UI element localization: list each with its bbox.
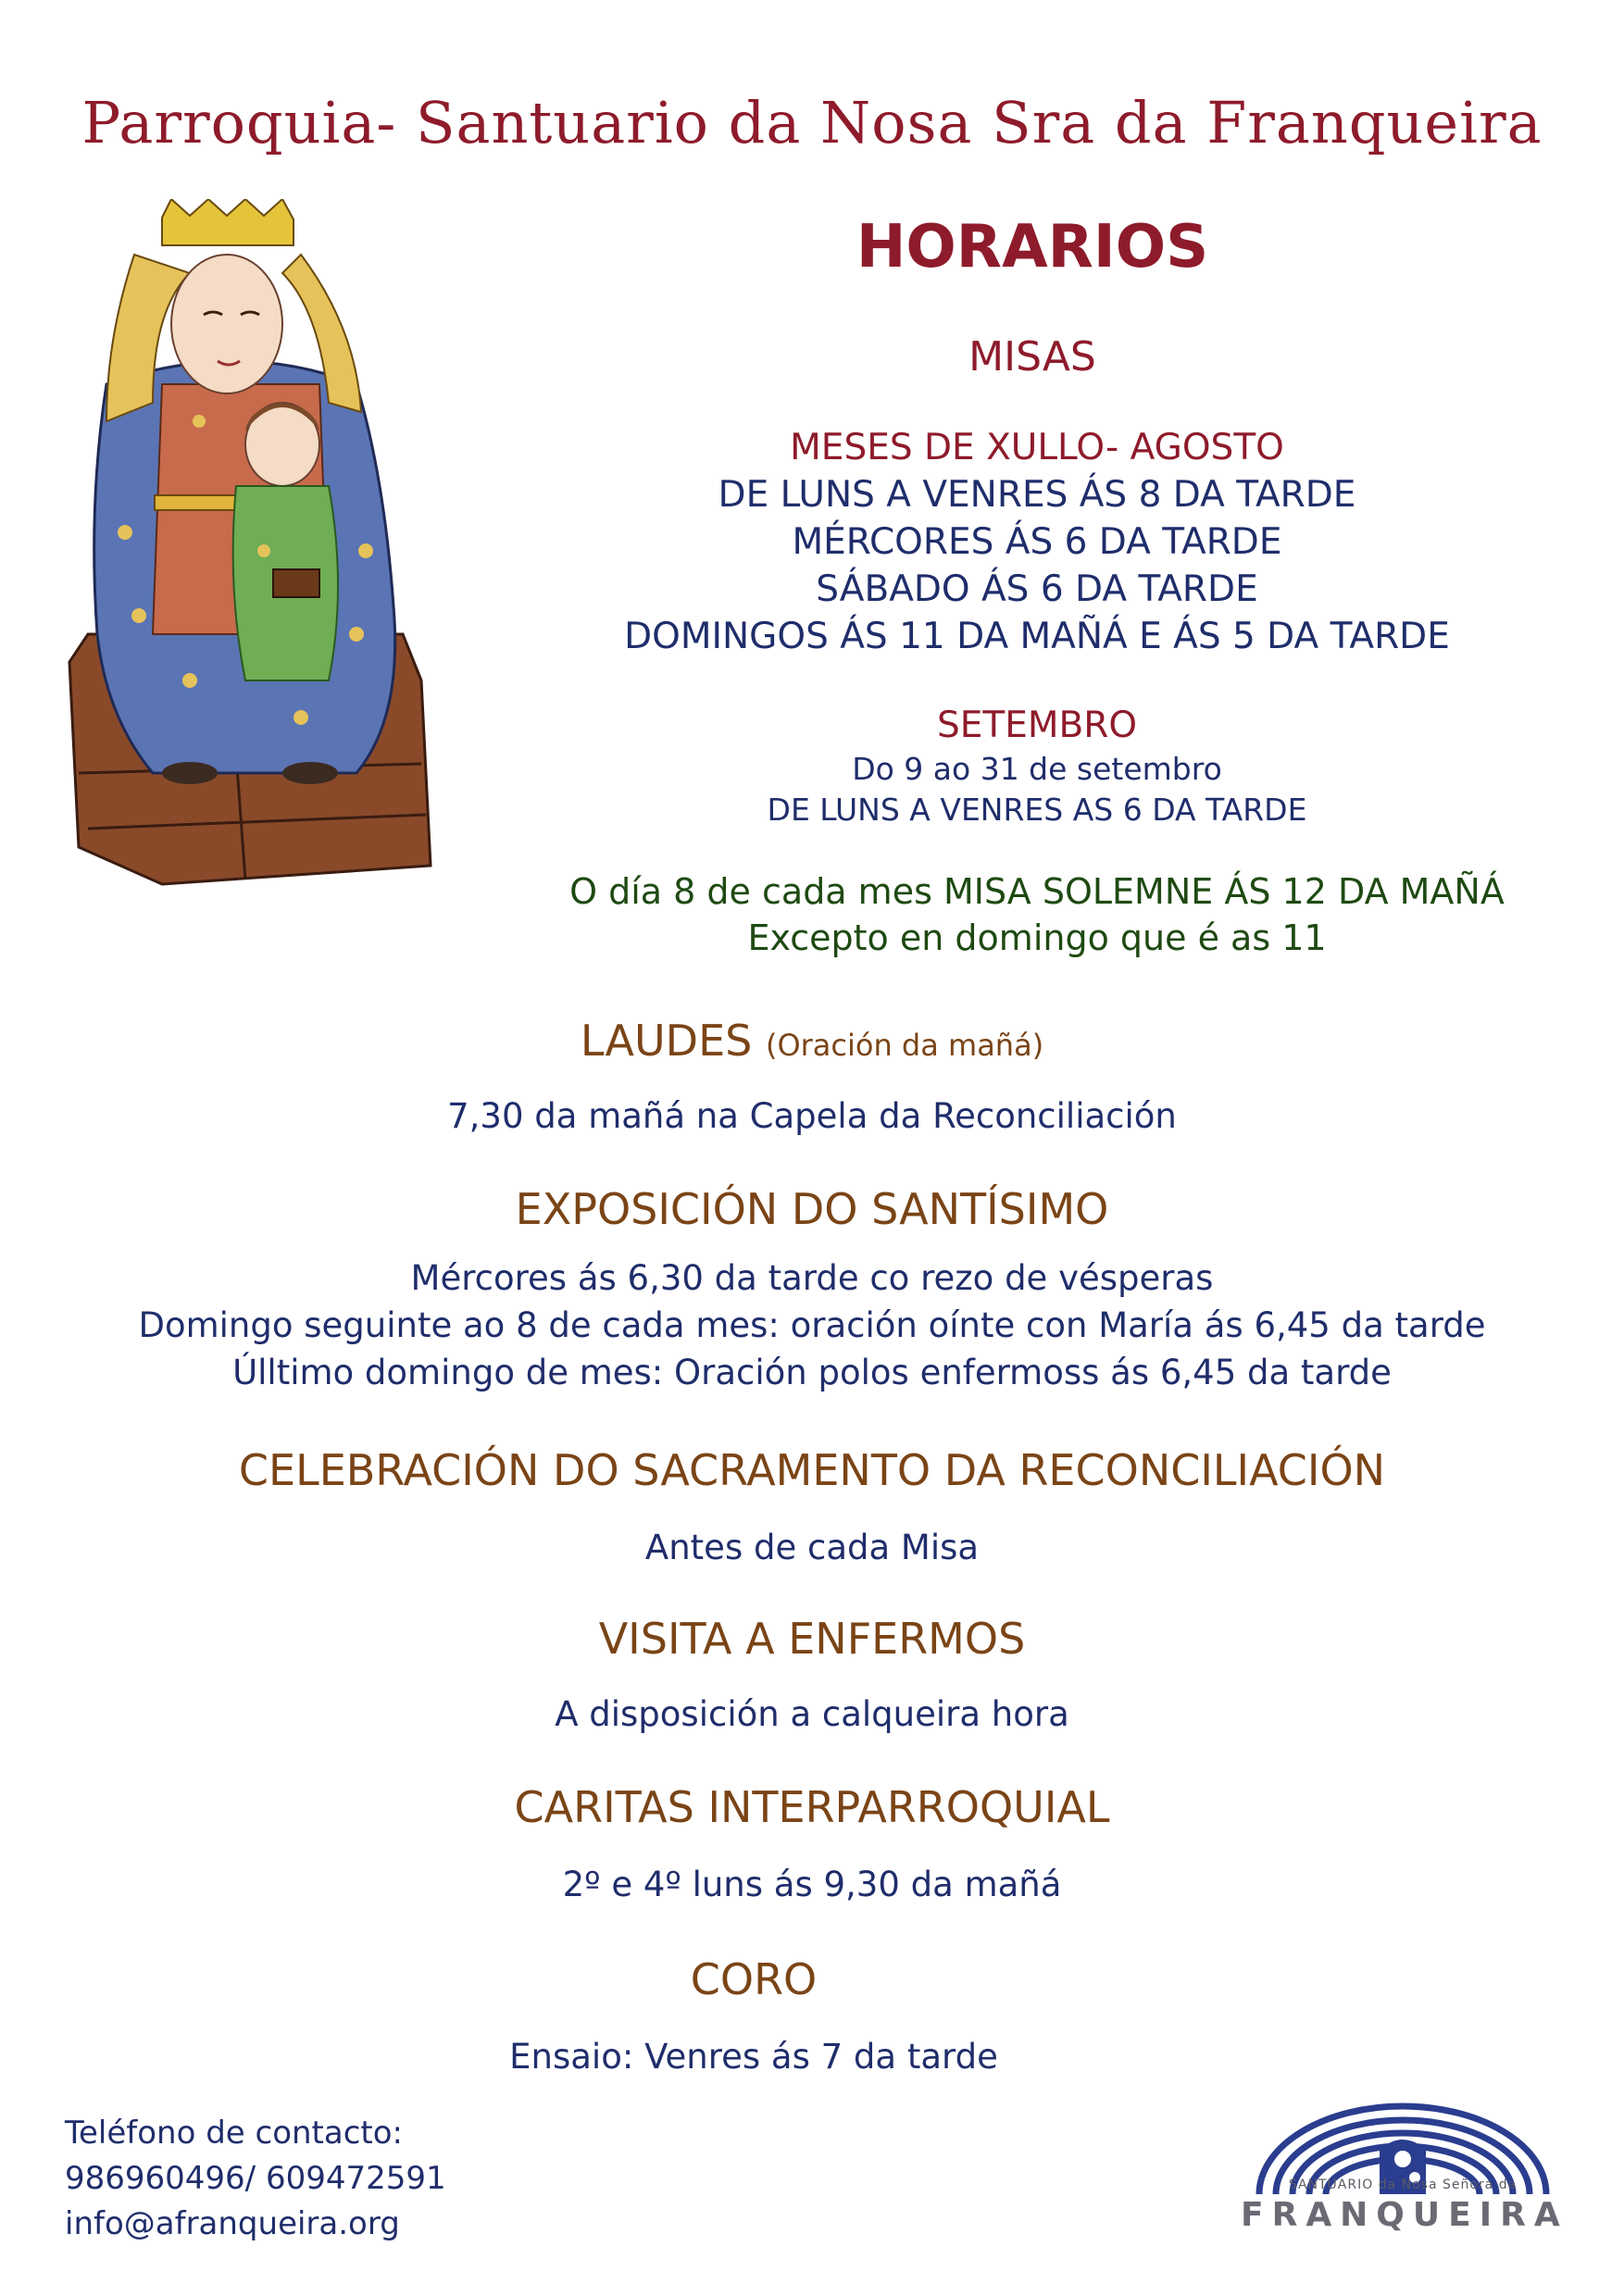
- exposicion-line: Domingo seguinte ao 8 de cada mes: oración oínte con María ás 6,45 da tarde: [138, 1305, 1486, 1345]
- september-schedule: [518, 702, 1555, 830]
- caritas-heading: CARITAS INTERPARROQUIAL: [514, 1782, 1110, 1832]
- logo-caption: SANTUARIO da Nosa Señora da: [1288, 2177, 1518, 2192]
- exposicion-heading: EXPOSICIÓN DO SANTÍSIMO: [515, 1184, 1109, 1234]
- contact-phones[interactable]: 986960496/ 609472591: [65, 2160, 446, 2197]
- monthly-line-1: O día 8 de cada mes MISA SOLEMNE ÁS 12 DA MAÑÁ: [569, 871, 1505, 912]
- contact-email[interactable]: info@afranqueira.org: [65, 2205, 400, 2242]
- september-range: Do 9 ao 31 de setembro: [852, 751, 1222, 787]
- laudes-title: LAUDES: [580, 1016, 753, 1066]
- reconciliacion-heading: CELEBRACIÓN DO SACRAMENTO DA RECONCILIACIÓN: [238, 1445, 1386, 1495]
- reconciliacion-body: Antes de cada Misa: [644, 1528, 980, 1567]
- franqueira-logo-icon: [1241, 2092, 1568, 2259]
- summer-line: MÉRCORES ÁS 6 DA TARDE: [792, 521, 1282, 563]
- summer-line: SÁBADO ÁS 6 DA TARDE: [816, 568, 1258, 610]
- summer-label: MESES DE XULLO- AGOSTO: [790, 427, 1284, 468]
- contact-label: Teléfono de contacto:: [65, 2115, 404, 2152]
- virgin-statue-illustration: [51, 199, 440, 889]
- september-label: SETEMBRO: [936, 705, 1138, 746]
- visita-body: A disposición a calqueira hora: [555, 1694, 1069, 1734]
- september-line: DE LUNS A VENRES AS 6 DA TARDE: [767, 792, 1307, 828]
- exposicion-line: Mércores ás 6,30 da tarde co rezo de vésperas: [410, 1258, 1214, 1298]
- coro-heading: CORO: [690, 1954, 818, 2004]
- laudes-body: 7,30 da mañá na Capela da Reconciliación: [447, 1096, 1177, 1136]
- laudes-heading: [0, 1015, 1624, 1071]
- laudes-subtitle: (Oración da mañá): [765, 1028, 1044, 1063]
- monthly-line-2: Excepto en domingo que é as 11: [747, 917, 1327, 958]
- summer-schedule: [518, 424, 1555, 660]
- visita-heading: VISITA A ENFERMOS: [598, 1614, 1026, 1664]
- exposicion-body: [0, 1254, 1624, 1396]
- summer-line: DOMINGOS ÁS 11 DA MAÑÁ E ÁS 5 DA TARDE: [624, 616, 1450, 657]
- misas-heading: MISAS: [968, 333, 1096, 381]
- logo-wordmark: FRANQUEIRA: [1241, 2196, 1568, 2234]
- exposicion-line: Úlltimo domingo de mes: Oración polos enfermoss ás 6,45 da tarde: [232, 1353, 1392, 1392]
- caritas-body: 2º e 4º luns ás 9,30 da mañá: [562, 1865, 1062, 1904]
- page-title: Parroquia- Santuario da Nosa Sra da Franqueira: [81, 89, 1543, 156]
- coro-body: Ensaio: Venres ás 7 da tarde: [509, 2037, 998, 2077]
- summer-line: DE LUNS A VENRES ÁS 8 DA TARDE: [718, 474, 1356, 516]
- contact-block: [65, 2111, 446, 2247]
- monthly-solemn-mass: [518, 868, 1555, 961]
- horarios-heading: HORARIOS: [856, 213, 1209, 281]
